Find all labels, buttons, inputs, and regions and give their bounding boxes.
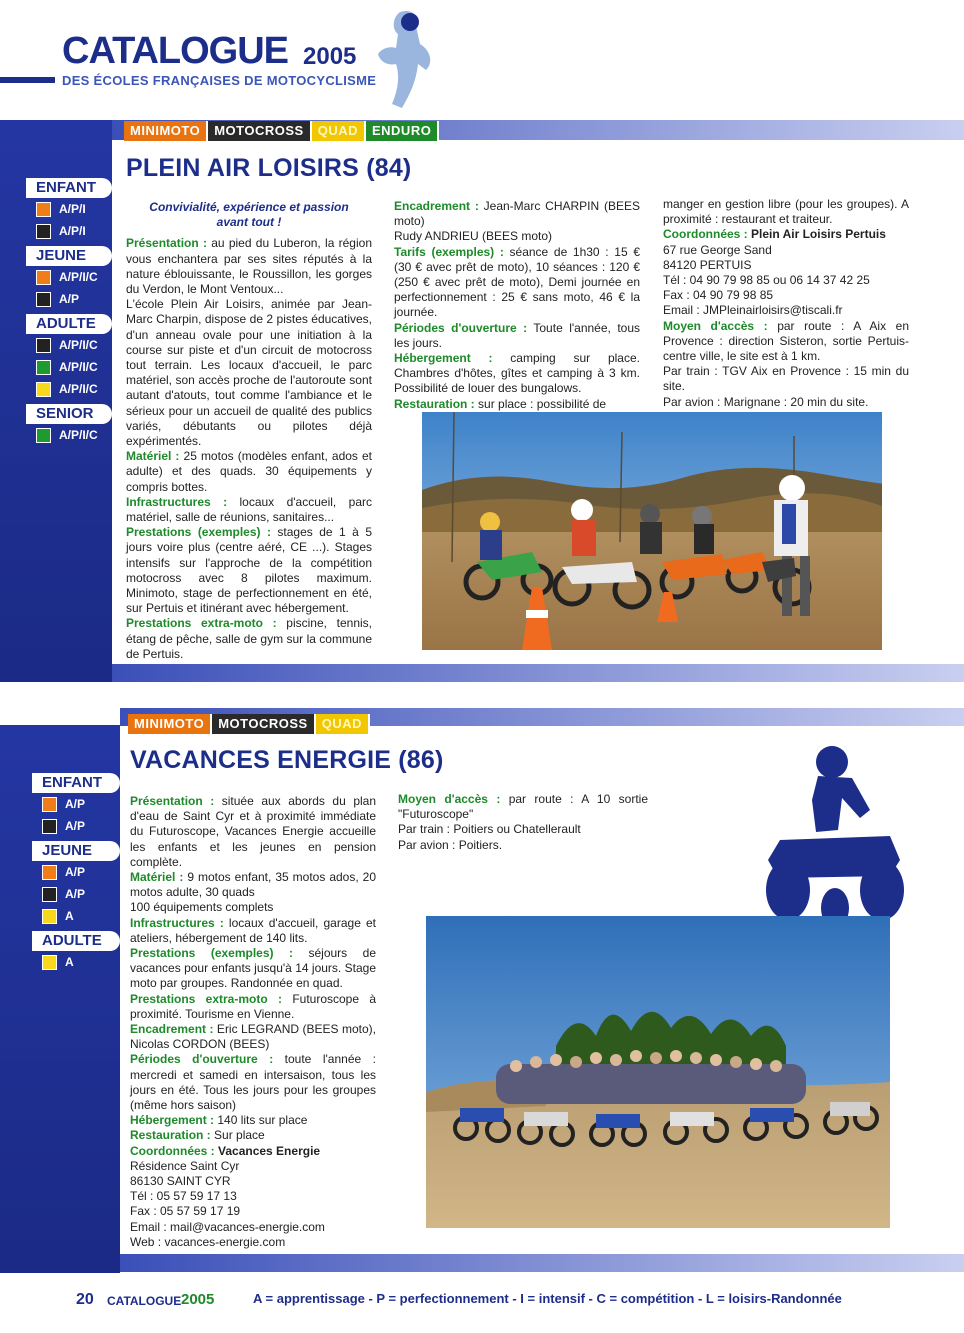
phone-line: Tél : 05 57 59 17 13 — [130, 1189, 237, 1204]
infrastructures-paragraph: Infrastructures : locaux d'accueil, parc matériel, salle de réunions, sanitaires... — [126, 494, 372, 525]
acces-paragraph: Moyen d'accès : par route : A Aix en Provence : direction Sisteron, sortie Pertuis-centre ville, le site est à 1 km. — [663, 318, 909, 364]
color-square — [42, 887, 57, 902]
color-square — [36, 360, 51, 375]
section1-bottom-band — [112, 664, 964, 682]
level-row — [32, 861, 120, 883]
tag-motocross: MOTOCROSS — [208, 121, 312, 141]
level-row — [32, 815, 120, 837]
section2-level-sidebar — [32, 773, 120, 973]
section1-level-sidebar — [26, 178, 112, 446]
color-square — [36, 338, 51, 353]
restauration-continued: manger en gestion libre (pour les groupes). A proximité : restaurant et traiteur. — [663, 197, 909, 227]
level-code: A/P — [65, 865, 86, 879]
level-code: A/P/I/C — [59, 428, 98, 442]
color-square — [36, 224, 51, 239]
encadrement-paragraph: Encadrement : Eric LEGRAND (BEES moto), Nicolas CORDON (BEES) — [130, 1022, 376, 1052]
school1-photo-motocross-riders — [422, 412, 882, 650]
level-code: A — [65, 909, 74, 923]
level-row — [26, 266, 112, 288]
level-code: A/P/I — [59, 224, 86, 238]
color-square — [42, 955, 57, 970]
materiel-paragraph-2: 100 équipements complets — [130, 900, 274, 915]
address-line: 67 rue George Sand — [663, 242, 772, 257]
color-square — [36, 292, 51, 307]
level-adulte: ADULTE — [32, 931, 120, 951]
materiel-paragraph: Matériel : 9 motos enfant, 35 motos ados, 20 motos adulte, 30 quads — [130, 870, 376, 900]
level-row — [32, 905, 120, 927]
periodes-paragraph: Périodes d'ouverture : Toute l'année, tous les jours. — [394, 320, 640, 350]
school2-photo-group-riders — [426, 916, 890, 1228]
level-enfant: ENFANT — [32, 773, 120, 793]
color-square — [36, 382, 51, 397]
tag-minimoto: MINIMOTO — [124, 121, 208, 141]
section1-category-tags — [124, 121, 439, 141]
level-row — [26, 198, 112, 220]
acces-paragraph: Moyen d'accès : par route : A 10 sortie "Futuroscope" — [398, 792, 648, 822]
level-code: A/P/I/C — [59, 270, 98, 284]
footer-legend: A = apprentissage - P = perfectionnement - I = intensif - C = compétition - L = loisirs-Randonnée — [253, 1291, 842, 1306]
school2-column2 — [398, 792, 648, 853]
level-row — [26, 356, 112, 378]
level-code: A/P — [65, 819, 86, 833]
address-line: 86130 SAINT CYR — [130, 1174, 231, 1189]
footer-catalogue: CATALOGUE — [107, 1294, 182, 1308]
section2-category-tags — [128, 714, 370, 734]
level-code: A/P — [59, 292, 80, 306]
school1-column1 — [126, 200, 372, 662]
address-line: 84120 PERTUIS — [663, 257, 752, 272]
extra-moto-paragraph: Prestations extra-moto : piscine, tennis, étang de pêche, salle de gym sur la commune de Pertuis. — [126, 616, 372, 661]
level-code: A/P — [65, 797, 86, 811]
presentation-paragraph: Présentation : au pied du Luberon, la région vous enchantera par ses sites réputés à la nature éblouissante, le Roussillon, les gorges du Verdon, le Mont Ventoux... — [126, 236, 372, 297]
level-row — [26, 334, 112, 356]
color-square — [42, 865, 57, 880]
hebergement-paragraph: Hébergement : 140 lits sur place — [130, 1113, 308, 1128]
infrastructures-paragraph: Infrastructures : locaux d'accueil, garage et ateliers, hébergement de 140 lits. — [130, 915, 376, 945]
level-row — [26, 288, 112, 310]
tagline-line1: Convivialité, expérience et passion — [149, 200, 349, 214]
school1-tagline — [126, 200, 372, 230]
level-code: A/P/I/C — [59, 360, 98, 374]
color-square — [36, 428, 51, 443]
level-row — [32, 793, 120, 815]
level-code: A/P/I/C — [59, 338, 98, 352]
school1-column3 — [663, 197, 909, 410]
level-row — [26, 378, 112, 400]
materiel-paragraph: Matériel : 25 motos (modèles enfant, ados et adulte) et des quads. 30 équipements y compris bottes. — [126, 449, 373, 494]
encadrement-paragraph-2: Rudy ANDRIEU (BEES moto) — [394, 229, 553, 244]
encadrement-paragraph: Encadrement : Jean-Marc CHARPIN (BEES moto) — [394, 199, 640, 229]
catalogue-subtitle: DES ÉCOLES FRANÇAISES DE MOTOCYCLISME — [62, 73, 377, 88]
level-code: A/P/I/C — [59, 382, 98, 396]
restauration-paragraph: Restauration : sur place : possibilité de — [394, 396, 607, 411]
address-line: Résidence Saint Cyr — [130, 1158, 240, 1173]
prestations-paragraph: Prestations (exemples) : séjours de vacances pour enfants jusqu'à 14 jours. Stage moto par groupes. Randonnée en quad. — [130, 946, 377, 991]
tag-motocross: MOTOCROSS — [212, 714, 316, 734]
footer-year: 2005 — [181, 1291, 215, 1308]
coordonnees-paragraph: Coordonnées : Plein Air Loisirs Pertuis — [663, 227, 886, 242]
color-square — [36, 270, 51, 285]
school2-title: VACANCES ENERGIE (86) — [130, 746, 444, 774]
extra-moto-paragraph: Prestations extra-moto : Futuroscope à proximité. Tourisme en Vienne. — [130, 991, 377, 1021]
color-square — [42, 909, 57, 924]
page-number: 20 — [76, 1291, 94, 1308]
prestations-paragraph: Prestations (exemples) : stages de 1 à 5 jours voire plus (centre aéré, CE ...). Stages intensifs sur l'approche de la compétition motocross avec 8 pilotes maximum. Minimoto, stage de perfectionnement en été, sur Pertuis et itinérant avec hébergement. — [126, 525, 372, 616]
web-line: Web : vacances-energie.com — [130, 1234, 286, 1249]
level-adulte: ADULTE — [26, 314, 112, 334]
fax-line: Fax : 04 90 79 98 85 — [663, 288, 774, 303]
presentation-paragraph: Présentation : située aux abords du plan d'eau de Saint Cyr et à proximité immédiate du Futuroscope, Vacances Energie accueille les enfants et les jeunes en pension complète. — [130, 794, 376, 869]
tag-quad: QUAD — [312, 121, 366, 141]
school1-title: PLEIN AIR LOISIRS (84) — [126, 154, 412, 182]
level-jeune: JEUNE — [26, 246, 112, 266]
email-line: Email : JMPleinairloisirs@tiscali.fr — [663, 303, 843, 318]
level-jeune: JEUNE — [32, 841, 120, 861]
presentation-paragraph-2: L'école Plein Air Loisirs, animée par Jean-Marc Charpin, dispose de 2 pistes éducatives, d'un anneau ovale pour une initiation à la course sur piste et d'un circuit de motocross tout terrain. Les locaux d'accueil, le parc matériel, son accès proche de l'autoroute sont autant d'atouts, tout comme l'ambiance et le sérieux pour un accueil de qualité des publics variés, débutants ou pilotes déjà expérimentés. — [126, 297, 372, 449]
level-row — [32, 951, 120, 973]
train-paragraph: Par train : Poitiers ou Chatellerault — [398, 822, 581, 837]
header-bar — [0, 77, 55, 83]
tarifs-paragraph: Tarifs (exemples) : séance de 1h30 : 15 € (30 € avec prêt de moto), 10 séances : 120 € (250 € avec prêt de moto), Demi journée en perfectionnement : 25 € sans moto, 46 € la journée. — [394, 244, 640, 320]
restauration-paragraph: Restauration : Sur place — [130, 1128, 265, 1143]
coordonnees-paragraph: Coordonnées : Vacances Energie — [130, 1143, 321, 1158]
catalogue-title: CATALOGUE — [62, 30, 289, 72]
tag-minimoto: MINIMOTO — [128, 714, 212, 734]
level-row — [32, 883, 120, 905]
section2-bottom-band — [120, 1254, 964, 1272]
level-row — [26, 424, 112, 446]
color-square — [42, 797, 57, 812]
train-paragraph: Par train : TGV Aix en Provence : 15 min du site. — [663, 364, 909, 394]
school2-column1 — [130, 794, 376, 1250]
periodes-paragraph: Périodes d'ouverture : toute l'année : mercredi et samedi en intersaison, tous les jours en été. Tous les jours pour les groupes (même hors saison) — [130, 1052, 376, 1113]
fax-line: Fax : 05 57 59 17 19 — [130, 1204, 241, 1219]
level-row — [26, 220, 112, 242]
school1-column2 — [394, 199, 640, 412]
email-line: Email : mail@vacances-energie.com — [130, 1219, 325, 1234]
avion-paragraph: Par avion : Poitiers. — [398, 837, 503, 852]
level-senior: SENIOR — [26, 404, 112, 424]
color-square — [42, 819, 57, 834]
catalogue-year: 2005 — [303, 43, 357, 70]
phone-line: Tél : 04 90 79 98 85 ou 06 14 37 42 25 — [663, 273, 870, 288]
level-code: A/P/I — [59, 202, 86, 216]
color-square — [36, 202, 51, 217]
level-code: A/P — [65, 887, 86, 901]
tagline-line2: avant tout ! — [216, 215, 282, 230]
tag-enduro: ENDURO — [366, 121, 439, 141]
quad-rider-silhouette-icon — [760, 740, 910, 930]
level-enfant: ENFANT — [26, 178, 112, 198]
tag-quad: QUAD — [316, 714, 370, 734]
avion-paragraph: Par avion : Marignane : 20 min du site. — [663, 394, 869, 409]
motorcycle-rider-icon — [360, 4, 440, 119]
level-code: A — [65, 955, 74, 969]
hebergement-paragraph: Hébergement : camping sur place. Chambres d'hôtes, gîtes et camping à 3 km. Possibilité de louer des bungalows. — [394, 351, 640, 396]
